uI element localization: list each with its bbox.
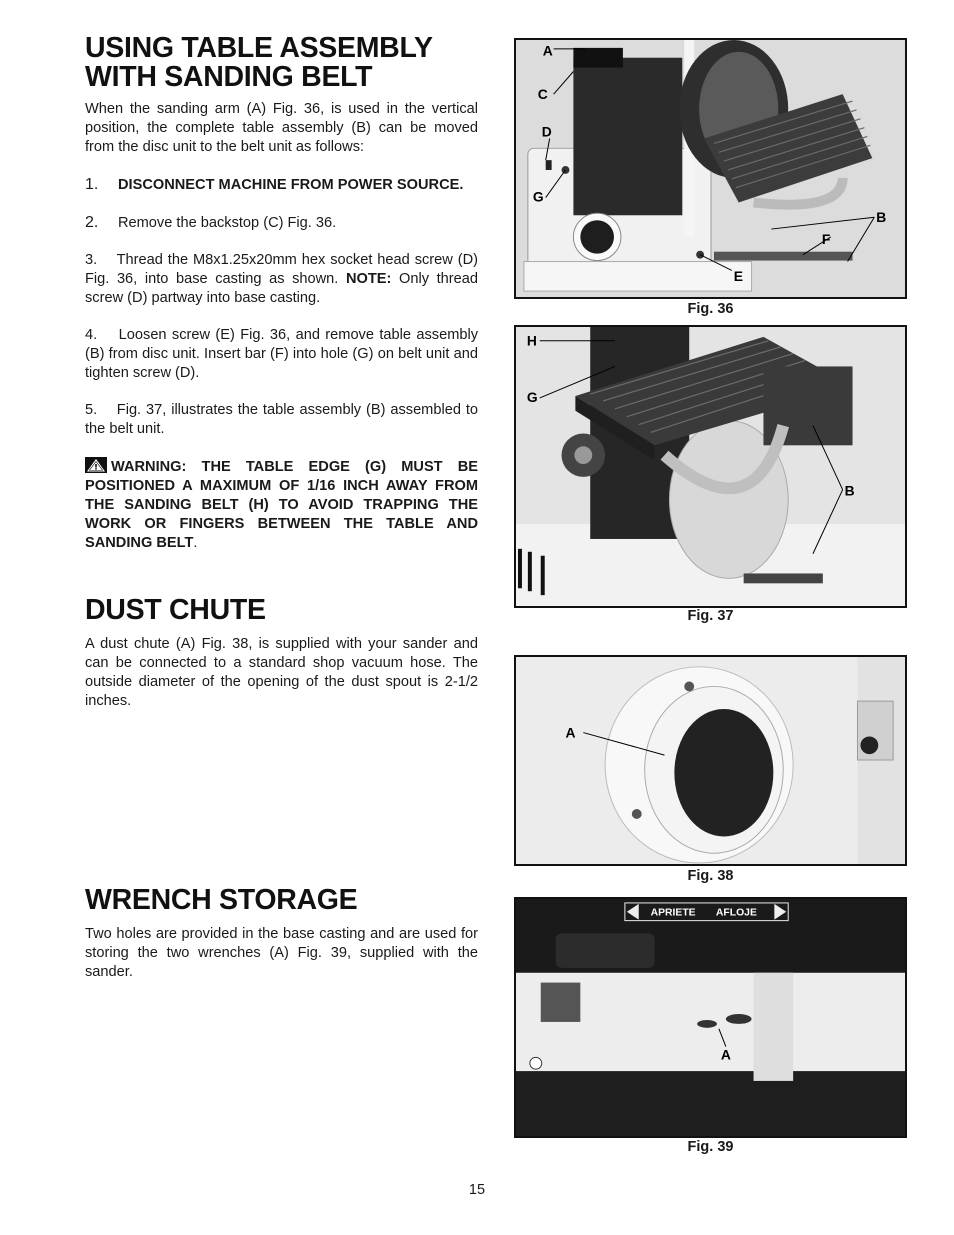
step-5 [85, 401, 478, 439]
figure-37-photo [516, 327, 905, 606]
figure-37 [514, 325, 907, 608]
figure-38-photo [516, 657, 905, 864]
callout-a: A [720, 1046, 731, 1063]
step-1 [85, 176, 478, 195]
intro-paragraph: When the sanding arm (A) Fig. 36, is used in the vertical position, the complete table assembly (B) can be moved from the disc unit to the belt unit as follows: [85, 101, 478, 155]
callout-g: G [532, 188, 544, 205]
step-number: 5. [85, 402, 98, 418]
section-dust-chute [85, 596, 478, 711]
figure-38 [514, 655, 907, 866]
warning-end: . [193, 535, 198, 551]
step-number: 3. [85, 252, 98, 268]
label-apriete: APRIETE [650, 907, 696, 919]
section-title-dust-chute: DUST CHUTE [85, 594, 266, 626]
title-line-1: USING TABLE ASSEMBLY [85, 32, 433, 64]
callout-a: A [542, 42, 553, 59]
step-4 [85, 326, 478, 383]
caption-fig-38: Fig. 38 [687, 868, 734, 884]
step-text: Remove the backstop (C) Fig. 36. [118, 215, 337, 231]
callout-d: D [541, 123, 552, 140]
callout-f: F [821, 230, 831, 247]
step-text: Thread the M8x1.25x20mm hex socket head screw (D) Fig. 36, into base casting as shown. [85, 252, 478, 287]
section-title-table-assembly [85, 34, 478, 92]
figure-39 [514, 897, 907, 1138]
figure-36 [514, 38, 907, 299]
callout-c: C [537, 86, 548, 103]
step-number: 4. [85, 327, 98, 343]
caption-fig-39: Fig. 39 [687, 1139, 734, 1155]
step-number: 2. [85, 214, 99, 231]
step-3 [85, 251, 478, 308]
section-table-assembly [85, 34, 478, 553]
callout-e: E [733, 268, 744, 285]
step-text: Loosen screw (E) Fig. 36, and remove table assembly (B) from disc unit. Insert bar (F) into hole (G) on belt unit and tighten screw (D). [85, 327, 479, 381]
caption-fig-37: Fig. 37 [687, 608, 734, 624]
wrench-storage-body: Two holes are provided in the base casting and are used for storing the two wrenches (A) Fig. 39, supplied with the sander. [85, 926, 478, 980]
callout-b: B [844, 482, 855, 499]
step-2 [85, 214, 478, 233]
section-title-wrench-storage: WRENCH STORAGE [85, 884, 358, 916]
callout-h: H [526, 332, 537, 349]
callout-g: G [526, 388, 538, 405]
step-number: 1. [85, 176, 99, 193]
dust-chute-body: A dust chute (A) Fig. 38, is supplied with your sander and can be connected to a standard shop vacuum hose. The outside diameter of the opening of the dust spout is 2-1/2 inches. [85, 636, 478, 709]
step-text: DISCONNECT MACHINE FROM POWER SOURCE. [118, 177, 464, 193]
note-label: NOTE: [345, 271, 392, 287]
warning-text: WARNING: THE TABLE EDGE (G) MUST BE POSITIONED A MAXIMUM OF 1/16 INCH AWAY FROM THE SANDING BELT (H) TO AVOID TRAPPING THE WORK OR FINGERS BETWEEN THE TABLE AND SANDING BELT [85, 459, 478, 551]
figure-39-photo [516, 899, 905, 1136]
warning-triangle-icon [85, 457, 107, 473]
section-wrench-storage [85, 886, 478, 982]
callout-a: A [565, 725, 576, 741]
label-afloje: AFLOJE [715, 907, 757, 919]
title-line-2: WITH SANDING BELT [85, 61, 373, 93]
note-text: Only thread screw (D) partway into base casting. [85, 271, 479, 306]
figure-36-photo [516, 40, 905, 297]
callout-b: B [876, 209, 887, 226]
caption-fig-36: Fig. 36 [687, 301, 734, 317]
step-text: Fig. 37, illustrates the table assembly (B) assembled to the belt unit. [85, 402, 479, 437]
warning-paragraph [85, 457, 478, 553]
page-number: 15 [468, 1182, 486, 1198]
